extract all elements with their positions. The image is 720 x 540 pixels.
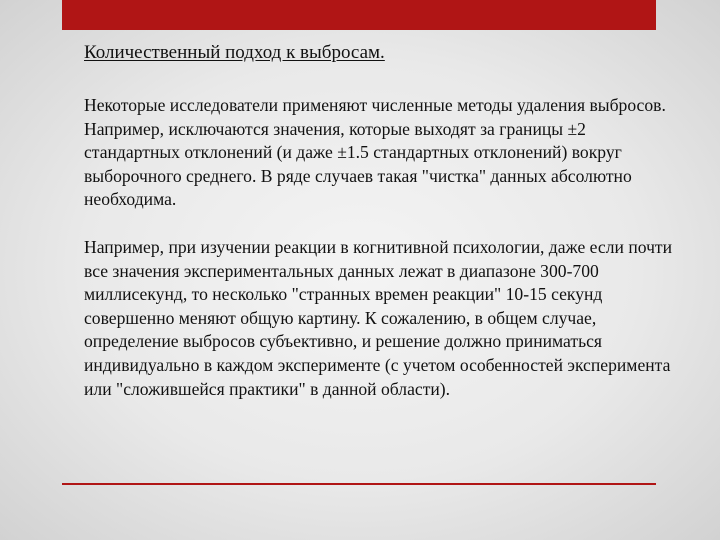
slide-title: Количественный подход к выбросам. (84, 42, 385, 63)
paragraph-2: Например, при изучении реакции в когнитивной психологии, даже если почти все значения экспериментальных данных лежат в диапазоне 300-700 миллисекунд, то несколько "странных времен реакции" 10-15 секунд совершенно меняют общую картину. К сожалению, в общем случае, определение выбросов субъективно, и решение должно приниматься индивидуально в каждом эксперименте (с учетом особенностей эксперимента или "сложившейся практики" в данной области). (84, 236, 673, 399)
paragraph-1: Некоторые исследователи применяют численные методы удаления выбросов. Например, исключаются значения, которые выходят за границы ±2 стандартных отклонений (и даже ±1.5 стандартных отклонений) вокруг выборочного среднего. В ряде случаев такая "чистка" данных абсолютно необходима. (84, 95, 666, 210)
slide-body (84, 94, 674, 401)
top-accent-bar (62, 0, 656, 30)
bottom-divider-line (62, 483, 656, 485)
